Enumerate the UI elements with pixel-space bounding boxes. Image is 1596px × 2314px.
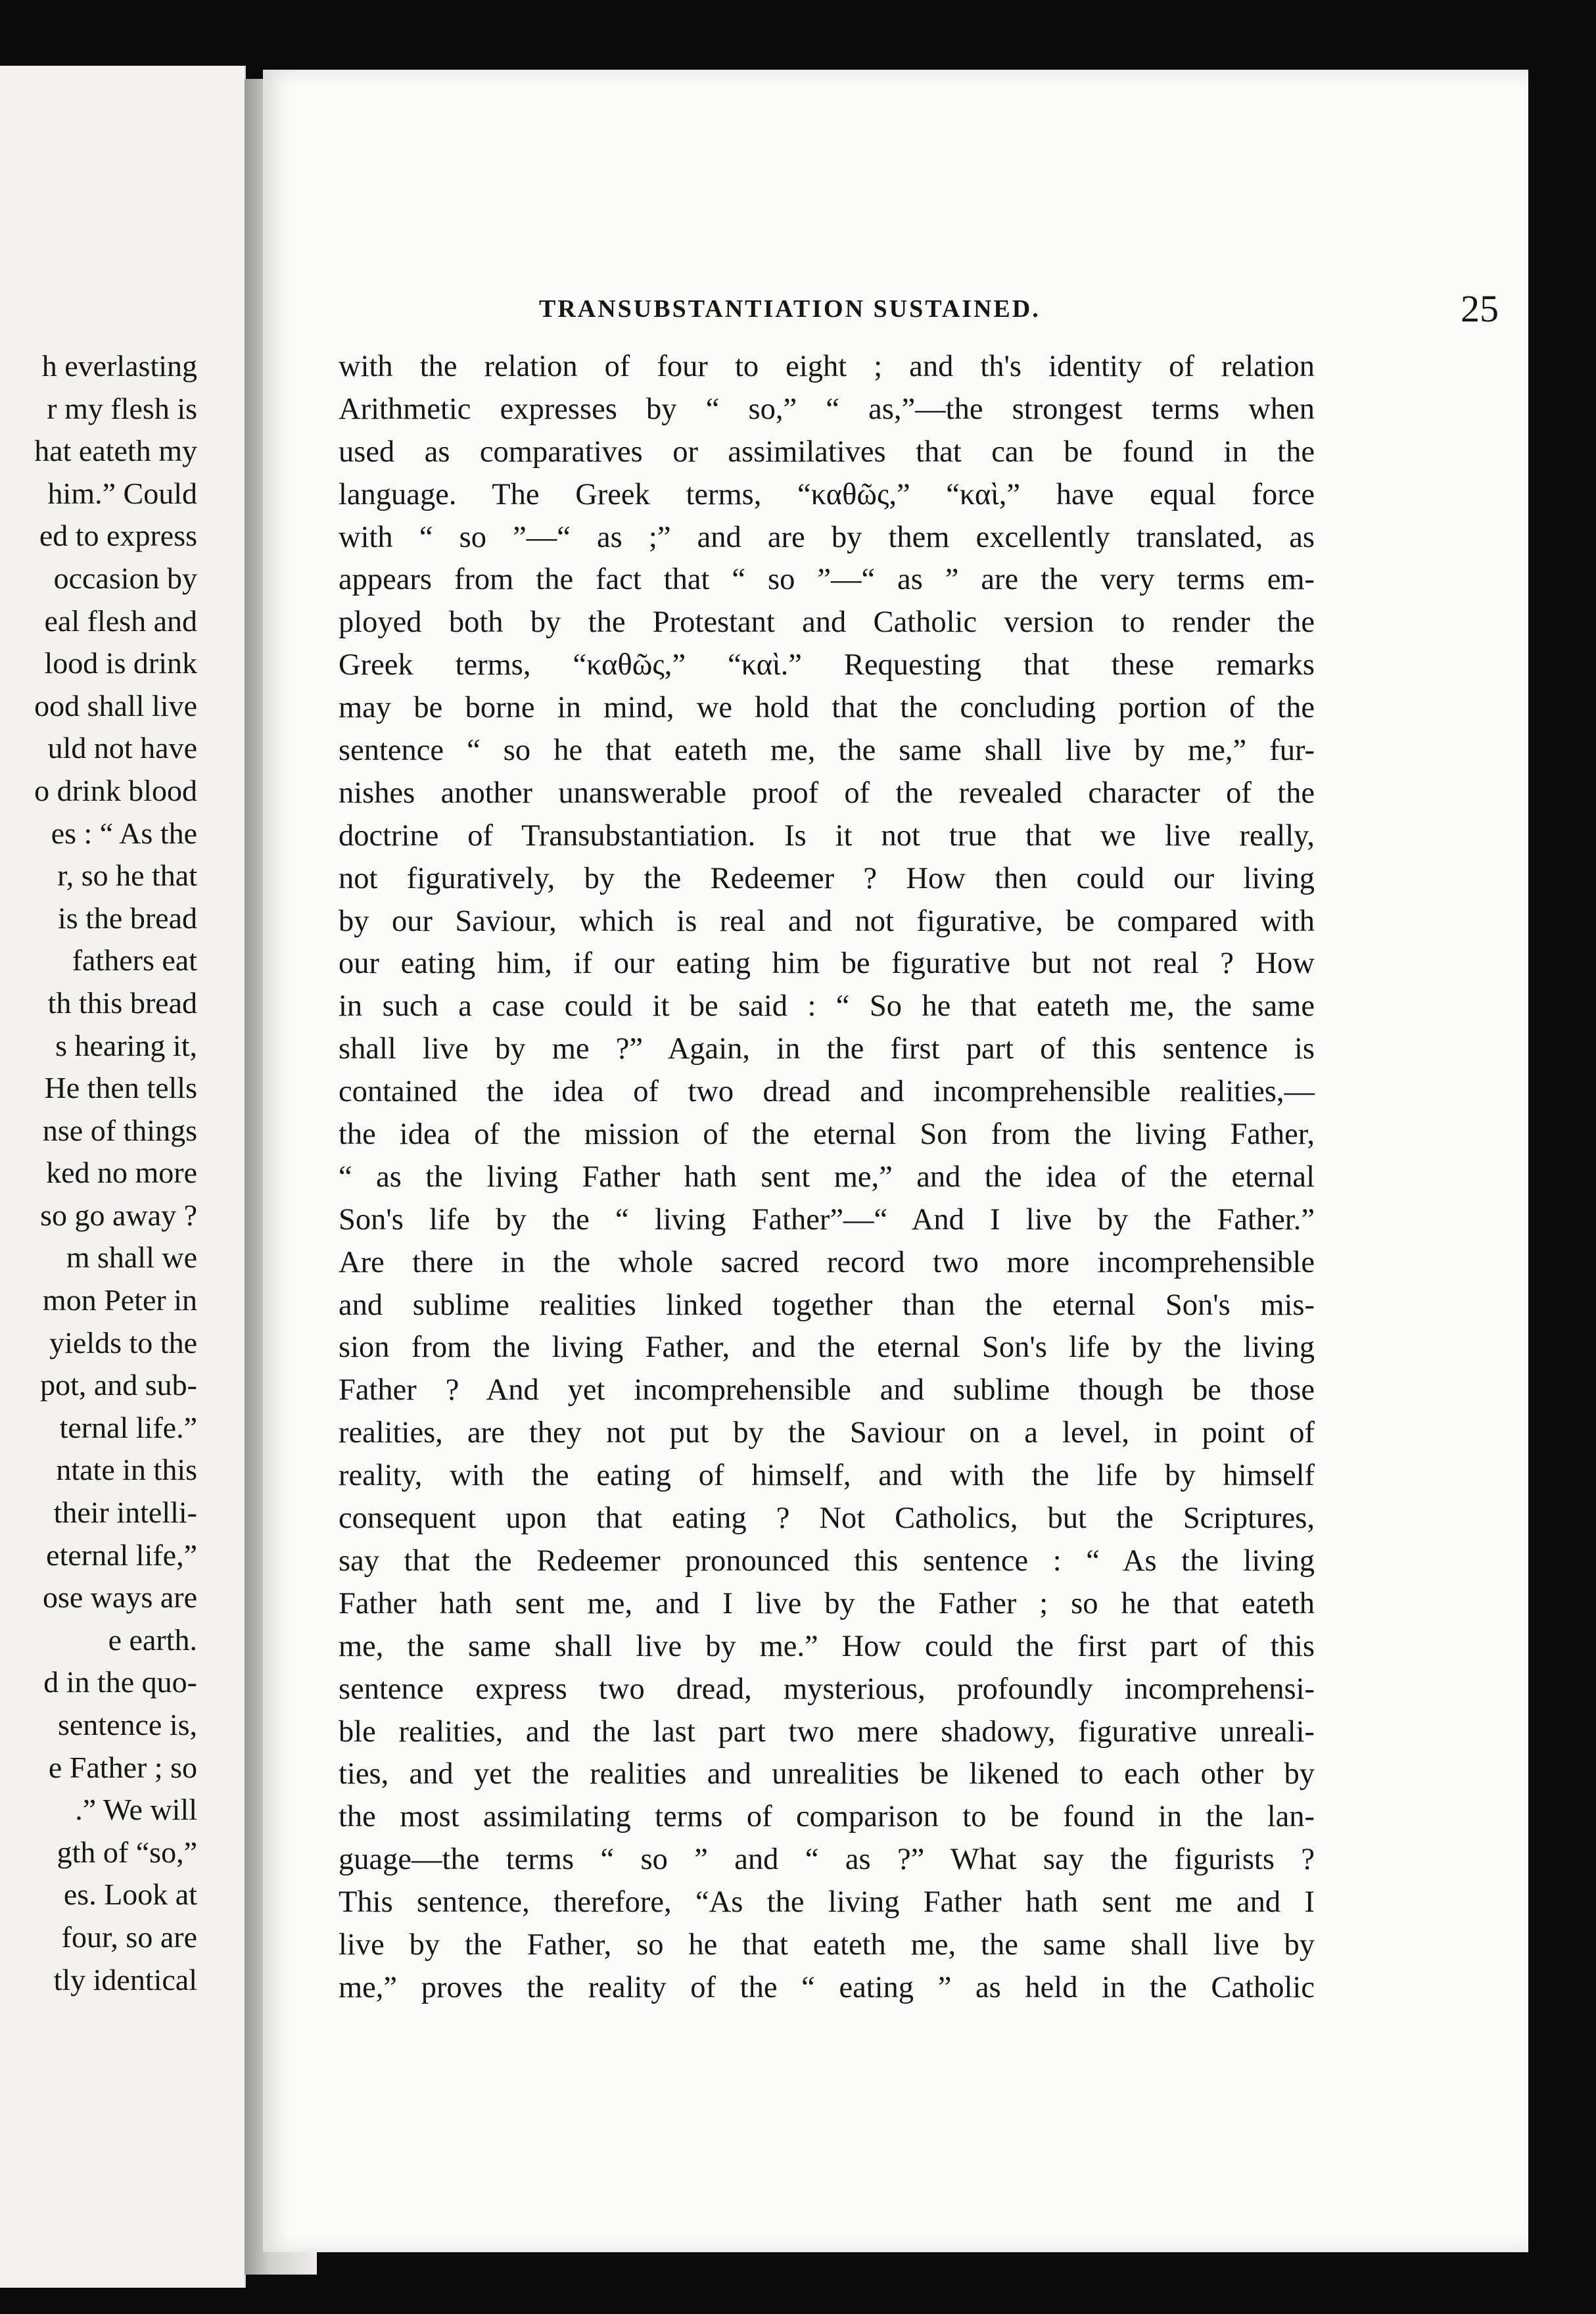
- text-line: contained the idea of two dread and incomprehensible realities,—: [339, 1075, 1315, 1109]
- facing-page-line: so go away ?: [40, 1198, 197, 1232]
- facing-page-line: is the bread: [57, 901, 197, 935]
- text-line: Father ? And yet incomprehensible and sublime though be those: [339, 1373, 1315, 1407]
- text-line: realities, are they not put by the Saviour on a level, in point of: [339, 1416, 1315, 1450]
- text-line: Arithmetic expresses by “ so,” “ as,”—the strongest terms when: [339, 392, 1315, 426]
- text-line: Greek terms, “καθῶς,” “καὶ.” Requesting that these remarks: [339, 648, 1315, 682]
- text-line: me,” proves the reality of the “ eating ” as held in the Catholic: [339, 1970, 1315, 2004]
- text-line: the idea of the mission of the eternal Son from the living Father,: [339, 1118, 1315, 1152]
- facing-page-line: four, so are: [61, 1920, 197, 1954]
- text-line: live by the Father, so he that eateth me, the same shall live by: [339, 1927, 1315, 1962]
- facing-page-line: ose ways are: [42, 1580, 197, 1615]
- text-line: ties, and yet the realities and unrealities be likened to each other by: [339, 1757, 1315, 1791]
- text-line: Father hath sent me, and I live by the Father ; so he that eateth: [339, 1586, 1315, 1620]
- text-line: guage—the terms “ so ” and “ as ?” What say the figurists ?: [339, 1843, 1315, 1877]
- text-line: sentence express two dread, mysterious, profoundly incomprehensi-: [339, 1672, 1315, 1706]
- facing-page-line: occasion by: [53, 561, 197, 595]
- facing-page-line: yields to the: [49, 1325, 197, 1359]
- text-line: ployed both by the Protestant and Catholic version to render the: [339, 605, 1315, 640]
- text-line: with “ so ”—“ as ;” and are by them excellently translated, as: [339, 520, 1315, 554]
- facing-page-line: s hearing it,: [55, 1028, 197, 1062]
- facing-page-line: pot, and sub-: [40, 1368, 197, 1402]
- text-line: used as comparatives or assimilatives that can be found in the: [339, 435, 1315, 469]
- text-line: Are there in the whole sacred record two more incomprehensible: [339, 1245, 1315, 1279]
- text-line: sentence “ so he that eateth me, the same shall live by me,” fur-: [339, 734, 1315, 768]
- text-line: reality, with the eating of himself, and with the life by himself: [339, 1459, 1315, 1493]
- page-number: 25: [1461, 287, 1499, 330]
- text-line: consequent upon that eating ? Not Catholics, but the Scriptures,: [339, 1501, 1315, 1536]
- facing-page-line: gth of “so,”: [57, 1835, 197, 1869]
- facing-page-line: lood is drink: [44, 646, 197, 680]
- facing-page-line: ntate in this: [56, 1453, 197, 1487]
- text-line: and sublime realities linked together than the eternal Son's mis-: [339, 1288, 1315, 1322]
- facing-page-line: nse of things: [42, 1113, 197, 1147]
- facing-page-line: es. Look at: [63, 1877, 197, 1912]
- text-line: language. The Greek terms, “καθῶς,” “καὶ,” have equal force: [339, 477, 1315, 511]
- facing-page-line: hat eateth my: [34, 434, 197, 468]
- text-line: “ as the living Father hath sent me,” and the idea of the eternal: [339, 1160, 1315, 1194]
- text-line: doctrine of Transubstantiation. Is it not true that we live really,: [339, 818, 1315, 853]
- running-head: [539, 287, 1499, 333]
- text-line: by our Saviour, which is real and not figurative, be compared with: [339, 904, 1315, 938]
- facing-page-line: r my flesh is: [47, 391, 197, 425]
- running-title: TRANSUBSTANTIATION SUSTAINED.: [539, 295, 1041, 323]
- facing-page-line: ked no more: [46, 1156, 197, 1190]
- facing-page-text: [0, 345, 197, 2001]
- facing-page-line: .” We will: [75, 1793, 197, 1827]
- text-line: may be borne in mind, we hold that the concluding portion of the: [339, 691, 1315, 725]
- facing-page-line: fathers eat: [72, 943, 197, 978]
- facing-page-line: mon Peter in: [42, 1283, 197, 1317]
- text-line: shall live by me ?” Again, in the first part of this sentence is: [339, 1032, 1315, 1066]
- text-line: in such a case could it be said : “ So he that eateth me, the same: [339, 989, 1315, 1024]
- facing-page-line: uld not have: [47, 731, 197, 765]
- facing-page-line: m shall we: [66, 1240, 197, 1275]
- facing-page-line: es : “ As the: [51, 816, 197, 850]
- text-line: nishes another unanswerable proof of the revealed character of the: [339, 776, 1315, 810]
- text-line: say that the Redeemer pronounced this sentence : “ As the living: [339, 1544, 1315, 1578]
- text-line: appears from the fact that “ so ”—“ as ” are the very terms em-: [339, 563, 1315, 597]
- main-page: [263, 70, 1528, 2252]
- text-line: me, the same shall live by me.” How could the first part of this: [339, 1629, 1315, 1663]
- facing-page-line: o drink blood: [34, 773, 197, 807]
- facing-page: [0, 66, 246, 2288]
- text-line: This sentence, therefore, “As the living Father hath sent me and I: [339, 1885, 1315, 1920]
- facing-page-line: eternal life,”: [46, 1538, 197, 1572]
- facing-page-line: r, so he that: [57, 859, 197, 893]
- facing-page-line: e Father ; so: [48, 1750, 197, 1784]
- facing-page-line: He then tells: [44, 1071, 197, 1105]
- facing-page-line: eal flesh and: [44, 603, 197, 638]
- facing-page-line: h everlasting: [41, 349, 197, 383]
- facing-page-line: th this bread: [47, 985, 197, 1020]
- facing-page-line: e earth.: [108, 1622, 197, 1657]
- text-line: ble realities, and the last part two mere shadowy, figurative unreali-: [339, 1714, 1315, 1749]
- text-line: our eating him, if our eating him be figurative but not real ? How: [339, 947, 1315, 981]
- text-line: sion from the living Father, and the eternal Son's life by the living: [339, 1331, 1315, 1365]
- text-line: the most assimilating terms of comparison to be found in the lan-: [339, 1800, 1315, 1834]
- facing-page-line: tly identical: [53, 1962, 197, 1996]
- facing-page-line: their intelli-: [53, 1496, 197, 1530]
- facing-page-line: d in the quo-: [43, 1665, 197, 1699]
- text-line: not figuratively, by the Redeemer ? How then could our living: [339, 861, 1315, 895]
- text-line: with the relation of four to eight ; and th's identity of relation: [339, 350, 1315, 383]
- facing-page-line: ternal life.”: [59, 1410, 197, 1444]
- facing-page-line: sentence is,: [57, 1708, 197, 1741]
- facing-page-line: him.” Could: [47, 476, 197, 510]
- body-text: [339, 346, 1315, 2010]
- facing-page-line: ood shall live: [34, 688, 197, 722]
- text-line: Son's life by the “ living Father”—“ And I live by the Father.”: [339, 1202, 1315, 1237]
- facing-page-line: ed to express: [39, 519, 197, 553]
